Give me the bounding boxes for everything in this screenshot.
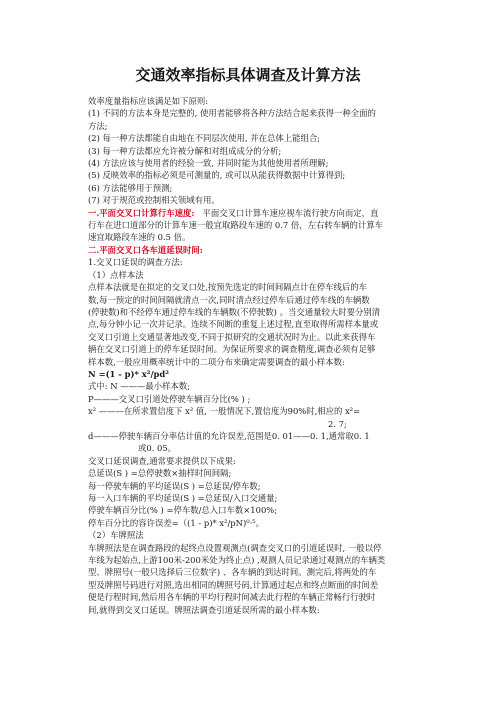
body-line: (2) 每一种方法都能自由地在不同层次使用, 并在总体上能组合;	[88, 133, 321, 144]
body-line: (3) 每一种方法都应允许被分解和对组成成分的分析;	[88, 145, 282, 156]
document-title: 交通效率指标具体调查及计算方法	[135, 66, 361, 84]
body-line: (6) 方法能够用于预测;	[88, 182, 173, 193]
document-body	[88, 95, 418, 616]
definition-d: d———停驶车辆百分率估计值的允许误差,范围是0. 01——0. 1,通常取0. 1	[88, 430, 370, 441]
body-line: 点,每分钟小记一次并记录。连续不间断的重复上述过程,直至取得所需样本量或	[88, 319, 379, 330]
result-line: 每一停驶车辆的平均延误(S ) =总延误/停车数;	[88, 480, 261, 491]
body-line: 间,就得到交叉口延误。牌照法调查引道延误所需的最小样本数:	[88, 604, 320, 615]
formula-where: 式中: N ———最小样本数;	[88, 381, 191, 392]
body-line: 行车在进口道部分的计算车速一般宜取路段车速的 0.7 倍，左右转车辆的计算车	[88, 220, 384, 231]
body-line: 车线为起始点,上游100米-200米处为终止点) ,观测人员记录通过观测点的车辆类	[88, 555, 386, 566]
method-heading-point-sample: （1）点样本法	[88, 269, 144, 280]
section-1-heading: 一.平面交叉口计算行车速度:	[88, 207, 195, 218]
result-line: 总延误(S ) =总停驶数×抽样时间间隔;	[88, 468, 232, 479]
body-line: 数,每一预定的时间间隔就清点一次,同时清点经过停车后通过停车线的车辆数	[88, 294, 370, 305]
body-line: 车牌照法是在调查路段的起终点设置观测点(调查交叉口的引道延误时, 一般以停	[88, 542, 382, 553]
body-line: 便是行程时间,然后用各车辆的平均行程时间减去此行程的车辆正常畅行行驶时	[88, 592, 376, 603]
section-2-heading: 二.平面交叉口各车道延误时间:	[88, 244, 203, 255]
definition-p: P———交叉口引道处停驶车辆百分比(% ) ;	[88, 393, 251, 404]
section-1-text: 平面交叉口计算车速应视车流行驶方向而定，直	[202, 207, 379, 218]
body-line: 型、牌照号(一般只选择后三位数字) 、各车辆的到达时间。测完后,将两处的车	[88, 567, 377, 578]
result-line: 停驶车辆百分比(% ) =停车数/总入口车数×100%;	[88, 505, 278, 516]
sample-size-formula: N =(1 - p)* x²/pd²	[88, 368, 169, 379]
subsection-heading: 1.交叉口延误的调查方法:	[88, 257, 183, 268]
definition-x-cont: 2. 7;	[328, 418, 347, 429]
body-line: 辆在交叉口引道上的停车延误时间。为保证所要求的调查精度,调查必须有足够	[88, 344, 376, 355]
body-line: (1) 不同的方法本身是完整的, 使用者能够将各种方法结合起来获得一种全面的	[88, 108, 376, 119]
body-line: 方法;	[88, 120, 108, 131]
body-line: 交叉口引道上交通显著地改变,不同于拟研究的交通状况时为止。以此来获得车	[88, 331, 376, 342]
results-intro: 交叉口延误调查,通常要求提供以下成果:	[88, 455, 236, 466]
definition-d-cont: 或0. 05。	[138, 443, 177, 454]
result-line: 每一入口车辆的平均延误(S ) =总延误/入口交通量;	[88, 493, 278, 503]
body-line: (4) 方法应该与使用者的经验一致, 并同时能为其他使用者所理解;	[88, 158, 329, 169]
section-1-line	[88, 207, 418, 219]
body-line: (停驶数)和不经停车通过停车线的车辆数(不停驶数) 。当交通量较大时要分别清	[88, 306, 381, 317]
body-line: 型及牌照号码进行对照,选出相同的牌照号码,计算通过起点和终点断面的时间差	[88, 579, 379, 590]
body-line: 样本数,一般应用概率统计中的二项分布来确定需要调查的最小样本数:	[88, 356, 345, 367]
body-line: 速宜取路段车速的 0.5 倍。	[88, 232, 191, 243]
method-heading-plate: （2）车牌照法	[88, 530, 144, 541]
body-line: (7) 对于规范或控制相关领域有用。	[88, 195, 220, 206]
body-line: 点样本法就是在拟定的交叉口处,按预先选定的时间间隔点计在停车线后的车	[88, 282, 368, 293]
definition-x: x² ———在所求置信度下 x² 值, 一般情况下,置信度为90%时,相应的 x²=	[88, 406, 361, 417]
body-line: (5) 反映效率的指标必须是可测量的, 或可以从能获得数据中计算得到;	[88, 170, 346, 181]
result-line: 停车百分比的容许误差=（(1 - p)* x²/pN)⁰·⁵。	[88, 517, 264, 528]
body-line: 效率度量指标应该满足如下原则:	[88, 96, 209, 106]
